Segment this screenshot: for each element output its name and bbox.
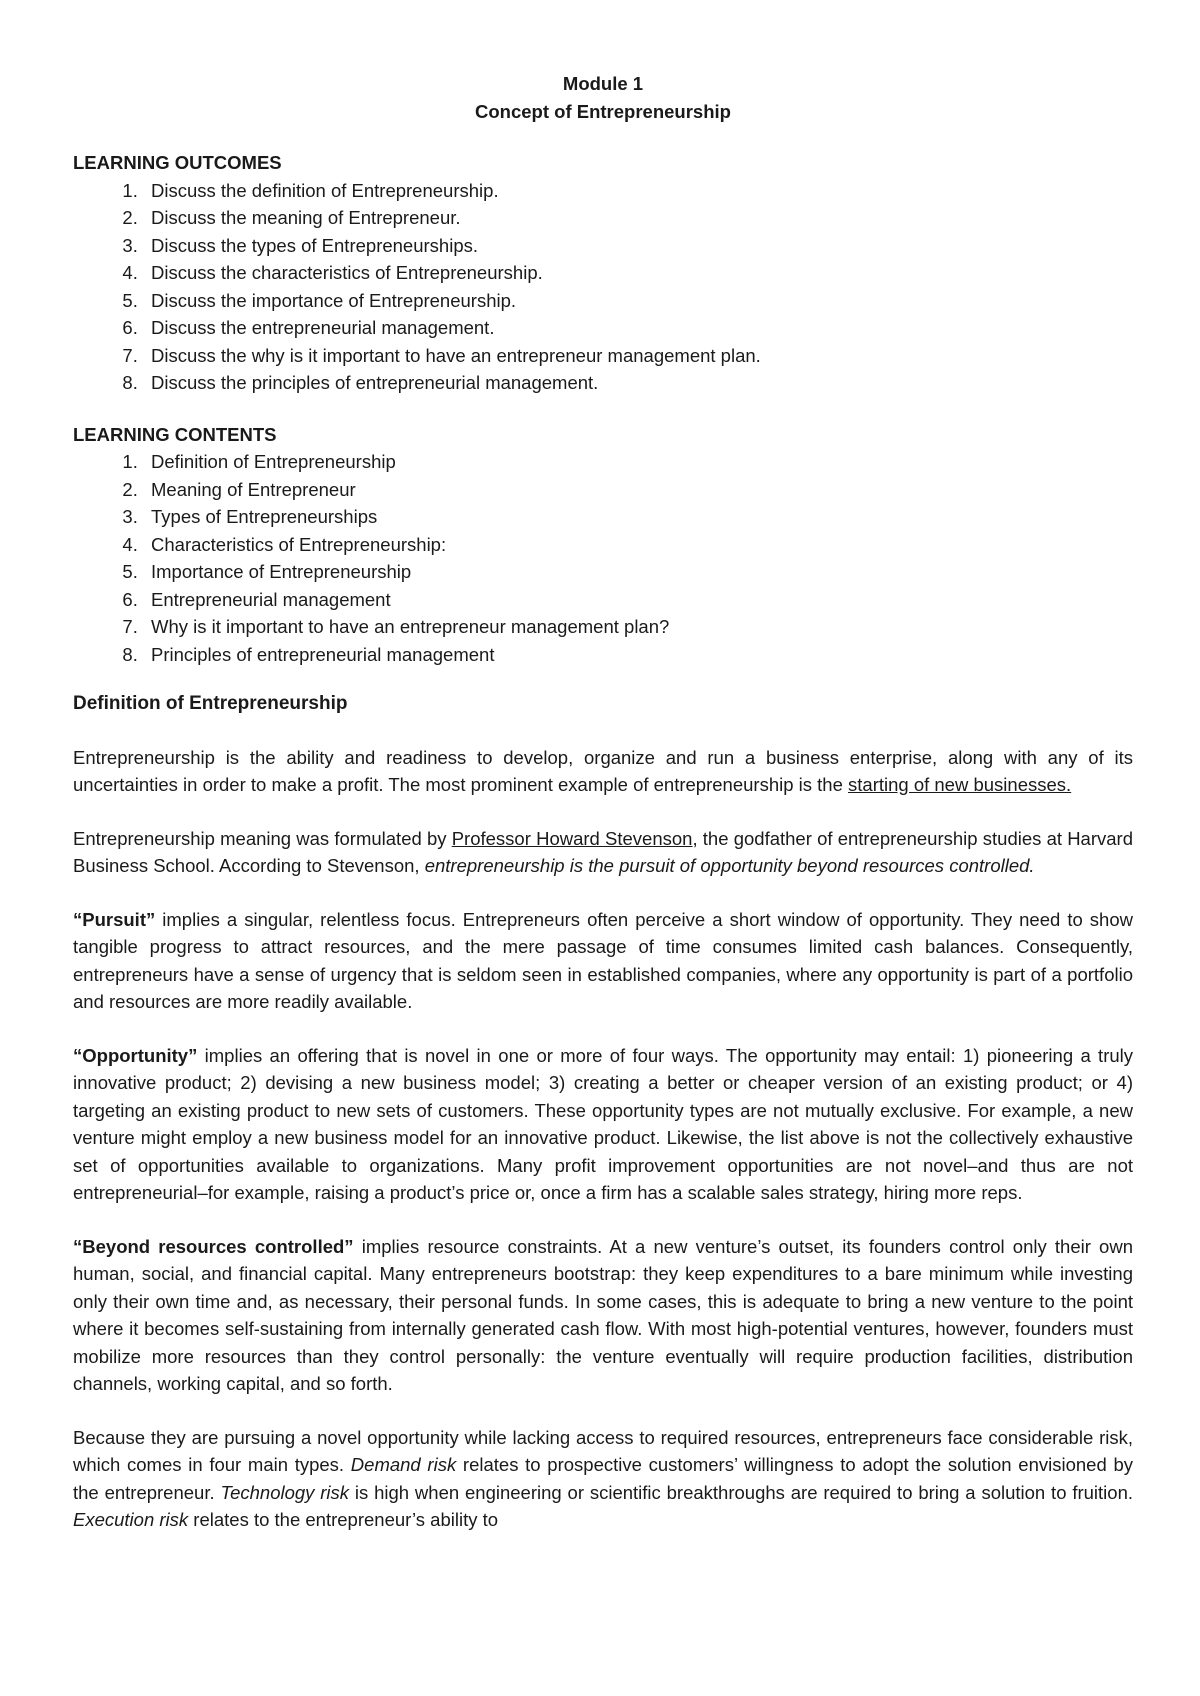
stevenson-paragraph — [73, 825, 1133, 880]
list-item: 5. Discuss the importance of Entrepreneurship. — [143, 287, 1133, 315]
execution-risk-term: Execution risk — [73, 1509, 189, 1530]
list-item: 5. Importance of Entrepreneurship — [143, 558, 1133, 586]
definition-paragraph — [73, 744, 1133, 799]
starting-new-businesses-link[interactable]: starting of new businesses. — [848, 774, 1072, 795]
list-item: 1. Definition of Entrepreneurship — [143, 448, 1133, 476]
opportunity-paragraph — [73, 1042, 1133, 1207]
definition-heading: Definition of Entrepreneurship — [73, 693, 348, 714]
paragraph-text: implies resource constraints. At a new venture’s outset, its founders control only their own human, social, and financial capital. Many entrepreneurs bootstrap: they keep expenditures to a bare minimum while investing only their own time and, as necessary, their personal funds. In some cases, this is adequate to bring a new venture to the point where it becomes self-sustaining from internally generated cash flow. With most high-potential ventures, however, founders must mobilize more resources than they control personally: the venture eventually will require production facilities, distribution channels, working capital, and so forth. — [73, 1235, 1133, 1394]
howard-stevenson-link[interactable]: Professor Howard Stevenson — [451, 827, 693, 849]
list-item: 8. Principles of entrepreneurial management — [143, 641, 1133, 669]
paragraph-text: Entrepreneurship meaning was formulated by — [73, 827, 452, 849]
list-item: 4. Characteristics of Entrepreneurship: — [143, 531, 1133, 559]
paragraph-text: implies an offering that is novel in one or more of four ways. The opportunity may entail: 1) pioneering a truly innovative product; 2) devising a new business model; 3) creating a better or cheaper version of an existing product; or 4) targeting an existing product to new sets of customers. These opportunity types are not mutually exclusive. For example, a new venture might employ a new business model for an innovative product. Likewise, the list above is not the collectively exhaustive set of opportunities available to organizations. Many profit improvement opportunities are not novel–and thus are not entrepreneurial–for example, raising a product’s price or, once a firm has a scalable sales strategy, hiring more reps. — [73, 1044, 1133, 1203]
learning-outcomes-heading: LEARNING OUTCOMES — [73, 152, 282, 173]
learning-contents-heading: LEARNING CONTENTS — [73, 423, 277, 445]
technology-risk-term: Technology risk — [220, 1481, 350, 1503]
risk-paragraph — [73, 1424, 1133, 1534]
pursuit-paragraph — [73, 906, 1133, 1016]
document-content — [73, 70, 1133, 1534]
list-item: 7. Why is it important to have an entrepreneur management plan? — [143, 613, 1133, 641]
paragraph-text: is high when engineering or scientific breakthroughs are required to bring a solution to fruition. — [349, 1481, 1134, 1503]
paragraph-text: relates to the entrepreneur’s ability to — [188, 1509, 499, 1530]
resources-term: “Beyond resources controlled” — [73, 1235, 354, 1257]
opportunity-term: “Opportunity” — [73, 1044, 198, 1066]
resources-paragraph — [73, 1233, 1133, 1398]
paragraph-text: relates to prospective customers’ willingness to adopt the solution envisioned by the entrepreneur. — [73, 1454, 1134, 1503]
list-item: 6. Discuss the entrepreneurial management. — [143, 314, 1133, 342]
list-item: 3. Discuss the types of Entrepreneurships. — [143, 232, 1133, 260]
list-item: 8. Discuss the principles of entrepreneurial management. — [143, 369, 1133, 397]
paragraph-text: Because they are pursuing a novel opportunity while lacking access to required resources, entrepreneurs face considerable risk, which comes in four main types. — [73, 1426, 1133, 1475]
page-title: Concept of Entrepreneurship — [475, 100, 731, 122]
list-item: 2. Discuss the meaning of Entrepreneur. — [143, 204, 1133, 232]
learning-outcomes-list — [73, 177, 1133, 397]
definition-quote: entrepreneurship is the pursuit of opportunity beyond resources controlled. — [424, 855, 1035, 876]
list-item: 2. Meaning of Entrepreneur — [143, 476, 1133, 504]
module-label: Module 1 — [562, 73, 644, 94]
paragraph-text: Entrepreneurship is the ability and readiness to develop, organize and run a business enterprise, along with any of its uncertainties in order to make a profit. The most prominent example of entrepreneurship is the — [73, 746, 1133, 795]
pursuit-term: “Pursuit” — [73, 908, 156, 930]
paragraph-text: , the godfather of entrepreneurship studies at Harvard Business School. According to Stevenson, — [73, 827, 1133, 876]
list-item: 1. Discuss the definition of Entrepreneurship. — [143, 177, 1133, 205]
list-item: 7. Discuss the why is it important to have an entrepreneur management plan. — [143, 342, 1133, 370]
demand-risk-term: Demand risk — [350, 1454, 457, 1475]
list-item: 3. Types of Entrepreneurships — [143, 503, 1133, 531]
learning-contents-list — [73, 448, 1133, 668]
list-item: 4. Discuss the characteristics of Entrepreneurship. — [143, 259, 1133, 287]
paragraph-text: implies a singular, relentless focus. Entrepreneurs often perceive a short window of opportunity. They need to show tangible progress to attract resources, and the mere passage of time consumes limited cash balances. Consequently, entrepreneurs have a sense of urgency that is seldom seen in established companies, where any opportunity is part of a portfolio and resources are more readily available. — [73, 908, 1133, 1012]
list-item: 6. Entrepreneurial management — [143, 586, 1133, 614]
